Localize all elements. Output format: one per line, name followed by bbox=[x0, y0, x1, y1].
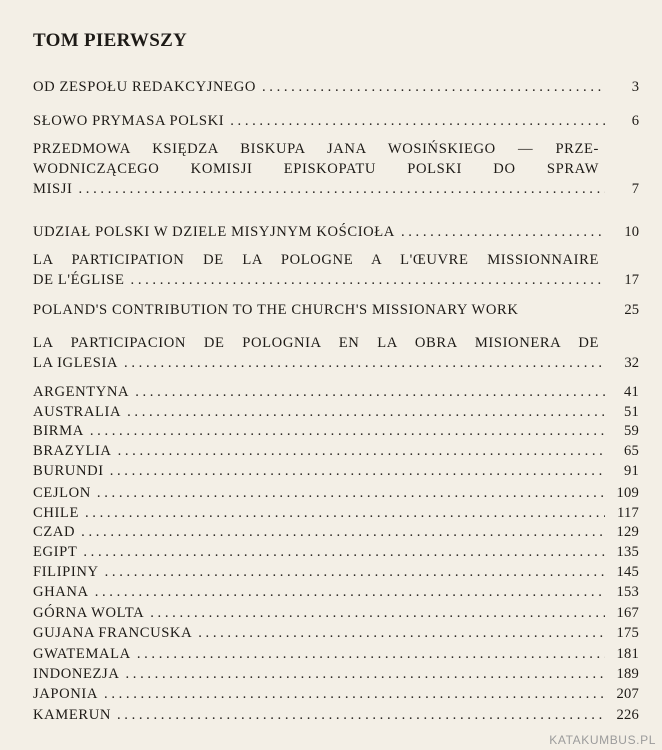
toc-page-number: 7 bbox=[631, 181, 639, 197]
toc-entry-row bbox=[33, 421, 639, 441]
toc-entry bbox=[33, 623, 639, 643]
toc-page-number: 175 bbox=[616, 625, 639, 641]
dot-leader bbox=[127, 402, 605, 422]
toc-entry-row bbox=[33, 542, 639, 562]
dot-leader bbox=[79, 179, 606, 199]
toc-entry-title: JAPONIA bbox=[33, 686, 99, 702]
toc-entry-title: GUJANA FRANCUSKA bbox=[33, 625, 193, 641]
toc-entry-row bbox=[33, 644, 639, 664]
dot-leader bbox=[81, 522, 605, 542]
toc-entry bbox=[33, 333, 639, 373]
toc-entry bbox=[33, 483, 639, 503]
toc-entry-row bbox=[33, 461, 639, 481]
watermark: KATAKUMBUS.PL bbox=[549, 733, 656, 747]
dot-leader bbox=[124, 353, 605, 373]
toc-page-number: 41 bbox=[624, 384, 639, 400]
toc-page-number: 109 bbox=[616, 485, 639, 501]
toc-entry-title: MISJI bbox=[33, 181, 73, 197]
dot-leader bbox=[104, 684, 605, 704]
toc-page-number: 189 bbox=[616, 666, 639, 682]
toc-entry bbox=[33, 562, 639, 582]
toc-entry-row bbox=[33, 353, 639, 373]
toc-entry-row bbox=[33, 402, 639, 422]
toc-page-number: 226 bbox=[616, 707, 639, 723]
toc-entry-title: GÓRNA WOLTA bbox=[33, 605, 145, 621]
toc-entry-title: UDZIAŁ POLSKI W DZIELE MISYJNYM KOŚCIOŁA bbox=[33, 224, 395, 240]
dot-leader bbox=[83, 542, 605, 562]
toc-entry-title: LA IGLESIA bbox=[33, 355, 119, 371]
dot-leader bbox=[85, 503, 605, 523]
toc-entry bbox=[33, 77, 639, 97]
toc-entry bbox=[33, 705, 639, 725]
toc-entry-row bbox=[33, 522, 639, 542]
dot-leader bbox=[97, 483, 605, 503]
toc-page-number: 167 bbox=[616, 605, 639, 621]
toc-entry-row bbox=[33, 705, 639, 725]
toc-entry bbox=[33, 300, 639, 320]
toc-page-number: 117 bbox=[617, 505, 639, 521]
toc-entry bbox=[33, 503, 639, 523]
toc-entry-title: KAMERUN bbox=[33, 707, 111, 723]
toc-entry-row bbox=[33, 684, 639, 704]
dot-leader bbox=[90, 421, 605, 441]
dot-leader bbox=[262, 77, 605, 97]
toc-entry-title: BURUNDI bbox=[33, 463, 104, 479]
toc-entry-row bbox=[33, 562, 639, 582]
toc-entry-line: LA PARTICIPACION DE POLOGNIA EN LA OBRA MISIONERA DE bbox=[33, 335, 599, 351]
toc-entry bbox=[33, 441, 639, 461]
toc-page-number: 207 bbox=[616, 686, 639, 702]
toc-entry-row bbox=[33, 179, 639, 199]
toc-entry bbox=[33, 461, 639, 481]
toc-entry-title: CEJLON bbox=[33, 485, 91, 501]
dot-leader bbox=[230, 111, 605, 131]
toc-entry bbox=[33, 522, 639, 542]
toc-entry-title: DE L'ÉGLISE bbox=[33, 272, 125, 288]
dot-leader bbox=[117, 705, 605, 725]
toc-entry-title: EGIPT bbox=[33, 544, 78, 560]
dot-leader bbox=[125, 664, 605, 684]
toc-entry-title: ARGENTYNA bbox=[33, 384, 130, 400]
dot-leader bbox=[401, 222, 605, 242]
toc-entry-row bbox=[33, 300, 639, 320]
toc-page-number: 3 bbox=[631, 79, 639, 95]
dot-leader bbox=[118, 441, 605, 461]
toc-entry bbox=[33, 382, 639, 402]
toc-page-number: 129 bbox=[616, 524, 639, 540]
toc-entry-row bbox=[33, 111, 639, 131]
toc-entry-row bbox=[33, 382, 639, 402]
toc-page-number: 6 bbox=[631, 113, 639, 129]
toc-entry bbox=[33, 684, 639, 704]
toc-entry-line: PRZEDMOWA KSIĘDZA BISKUPA JANA WOSIŃSKIEGO — PRZE- bbox=[33, 141, 599, 157]
toc-entry bbox=[33, 582, 639, 602]
toc-page-number: 25 bbox=[624, 302, 639, 318]
toc-page-number: 17 bbox=[624, 272, 639, 288]
toc-entry-title: CZAD bbox=[33, 524, 76, 540]
dot-leader bbox=[137, 644, 605, 664]
volume-heading: TOM PIERWSZY bbox=[33, 30, 188, 51]
toc-entry bbox=[33, 111, 639, 131]
toc-entry-row bbox=[33, 483, 639, 503]
toc-page-number: 181 bbox=[616, 646, 639, 662]
dot-leader bbox=[110, 461, 605, 481]
dot-leader bbox=[105, 562, 605, 582]
toc-entry-row bbox=[33, 270, 639, 290]
toc-entry bbox=[33, 250, 639, 290]
toc-entry-title: SŁOWO PRYMASA POLSKI bbox=[33, 113, 225, 129]
dot-leader bbox=[131, 270, 605, 290]
toc-entry-title: GHANA bbox=[33, 584, 89, 600]
toc-entry bbox=[33, 664, 639, 684]
toc-entry-line: WODNICZĄCEGO KOMISJI EPISKOPATU POLSKI DO SPRAW bbox=[33, 161, 599, 177]
dot-leader bbox=[198, 623, 605, 643]
toc-entry-row bbox=[33, 664, 639, 684]
toc-entry-row bbox=[33, 503, 639, 523]
toc-entry-row bbox=[33, 623, 639, 643]
toc-page-number: 91 bbox=[624, 463, 639, 479]
toc-entry-title: POLAND'S CONTRIBUTION TO THE CHURCH'S MISSIONARY WORK bbox=[33, 302, 519, 318]
dot-leader bbox=[150, 603, 605, 623]
dot-leader bbox=[135, 382, 605, 402]
toc-entry bbox=[33, 603, 639, 623]
toc-entry-row bbox=[33, 77, 639, 97]
toc-entry-title: CHILE bbox=[33, 505, 79, 521]
toc-page-number: 59 bbox=[624, 423, 639, 439]
toc-page-number: 145 bbox=[616, 564, 639, 580]
toc-entry-row bbox=[33, 222, 639, 242]
dot-leader bbox=[95, 582, 605, 602]
toc-page-number: 10 bbox=[624, 224, 639, 240]
toc-page-number: 32 bbox=[624, 355, 639, 371]
toc-page-number: 51 bbox=[624, 404, 639, 420]
toc-entry bbox=[33, 644, 639, 664]
toc-entry-row bbox=[33, 582, 639, 602]
toc-page-number: 153 bbox=[616, 584, 639, 600]
toc-entry-title: GWATEMALA bbox=[33, 646, 131, 662]
toc-page-number: 135 bbox=[616, 544, 639, 560]
toc-entry-row bbox=[33, 441, 639, 461]
toc-entry-title: BRAZYLIA bbox=[33, 443, 112, 459]
toc-entry-title: OD ZESPOŁU REDAKCYJNEGO bbox=[33, 79, 256, 95]
toc-entry-row bbox=[33, 603, 639, 623]
toc-entry bbox=[33, 402, 639, 422]
toc-entry-title: AUSTRALIA bbox=[33, 404, 122, 420]
toc-entry bbox=[33, 139, 639, 199]
toc-entry bbox=[33, 222, 639, 242]
toc-entry-title: BIRMA bbox=[33, 423, 84, 439]
toc-entry-title: INDONEZJA bbox=[33, 666, 120, 682]
toc-entry-title: FILIPINY bbox=[33, 564, 99, 580]
toc-entry bbox=[33, 542, 639, 562]
toc-entry bbox=[33, 421, 639, 441]
toc-entry-line: LA PARTICIPATION DE LA POLOGNE A L'ŒUVRE MISSIONNAIRE bbox=[33, 252, 599, 268]
toc-page-number: 65 bbox=[624, 443, 639, 459]
